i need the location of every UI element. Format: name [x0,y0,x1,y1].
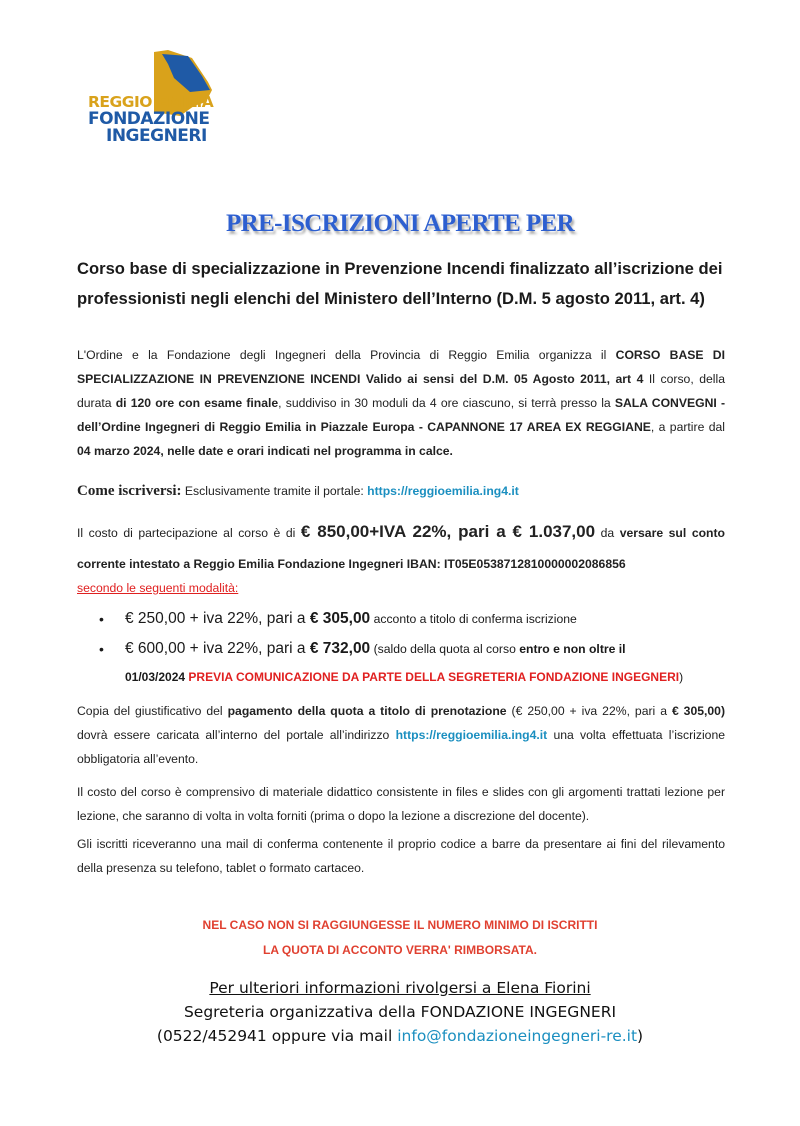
payment-item-balance-cont [95,664,735,690]
contact-org: Segreteria organizzativa della FONDAZIONE INGEGNERI [183,1003,617,1021]
contact-close: ) [637,1027,644,1045]
course-name: CORSO BASE DI SPECIALIZZAZIONE IN PREVENZIONE INCENDI Valido ai sensi del D.M. 05 Agosto 2011, art 4 [77,348,725,386]
proof-upload-text: dovrà essere caricata all’interno del portale all’indirizzo [77,728,396,742]
start-date: 04 marzo 2024, nelle date e orari indicati nel programma in calce. [77,444,453,458]
iban-details: versare sul conto corrente intestato a Reggio Emilia Fondazione Ingegneri IBAN: IT05E0538712810000002086856 [77,526,725,571]
proof-end-text: una volta effettuata l’iscrizione obbligatoria all’evento. [77,728,726,766]
payment-proof-paragraph [77,699,725,771]
notice-line-1: NEL CASO NON SI RAGGIUNGESSE IL NUMERO MINIMO DI ISCRITTI [202,918,598,932]
barcode-paragraph: Gli iscritti riceveranno una mail di conferma contenente il proprio codice a barre da presentare ai fini del rilevamento della presenza su telefono, tablet o formato cartaceo. [77,837,725,875]
materials-paragraph: Il costo del corso è comprensivo di materiale didattico consistente in files e slides con gli argomenti trattati lezione per lezione, che saranno di volta in volta forniti (prima o dopo la lezione a discrezione del docente). [77,785,725,823]
duration-hours: di 120 ore con esame finale [115,396,279,410]
modules-text: , suddiviso in 30 moduli da 4 ore ciascuno, si terrà presso la [278,396,615,410]
payment-list [95,604,735,690]
course-subtitle [77,254,737,314]
proof-text: Copia del giustificativo del [77,704,228,718]
deposit-note: acconto a titolo di conferma iscrizione [370,612,577,626]
logo-line-1: REGGIO EMILIA [88,93,214,111]
subtitle-line-1: Corso base di specializzazione in Prevenzione Incendi finalizzato all’iscrizione dei [77,259,723,278]
upload-portal-link[interactable]: https://reggioemilia.ing4.it [395,728,548,742]
balance-amount: € 600,00 + iva 22%, pari a [125,640,310,657]
proof-bold: pagamento della quota a titolo di prenotazione [227,704,507,718]
contact-email-link[interactable]: info@fondazioneingegneri-re.it [397,1027,638,1045]
contact-block [0,976,800,1048]
refund-notice [0,913,800,963]
venue: SALA CONVEGNI - dell’Ordine Ingegneri di Reggio Emilia in Piazzale Europa - CAPANNONE 17 AREA EX REGGIANE [77,396,726,434]
logo-line-2: FONDAZIONE [88,109,210,129]
how-to-register [77,479,725,503]
how-to-register-text: Esclusivamente tramite il portale: [181,484,368,498]
cost-intro: Il costo di partecipazione al corso è di [77,526,301,540]
intro-text: L'Ordine e la Fondazione degli Ingegneri della Provincia di Reggio Emilia organizza il [77,348,616,362]
deposit-total: € 305,00 [309,610,371,627]
deposit-amount: € 250,00 + iva 22%, pari a [125,610,310,627]
duration-text: Il corso, della durata [77,372,725,410]
balance-note: (saldo della quota al corso [370,642,520,656]
modalities-label: secondo le seguenti modalità: [77,581,239,595]
start-text: , a partire dal [650,420,725,434]
subtitle-line-2: professionisti negli elenchi del Ministero dell’Interno (D.M. 5 agosto 2011, art. 4) [77,289,705,308]
balance-warning: PREVIA COMUNICAZIONE DA PARTE DELLA SEGRETERIA FONDAZIONE INGEGNERI [185,670,680,684]
balance-total: € 732,00 [309,640,371,657]
page-title: PRE-ISCRIZIONI APERTE PER [225,210,575,237]
proof-total: € 305,00) [671,704,726,718]
modalities-heading [77,578,725,598]
cost-connector: da [595,526,620,540]
logo-line-3: INGEGNERI [106,126,207,146]
paren-close: ) [679,670,684,684]
balance-deadline-text: entro e non oltre il [519,642,626,656]
intro-paragraph [77,343,725,463]
how-to-register-label: Come iscriversi: [77,483,182,499]
notice-line-2: LA QUOTA DI ACCONTO VERRA' RIMBORSATA. [263,943,537,957]
cost-amount: € 850,00+IVA 22%, pari a € 1.037,00 [300,522,596,541]
payment-item-deposit [95,604,735,634]
portal-link[interactable]: https://reggioemilia.ing4.it [367,484,519,498]
foundation-logo [88,50,228,150]
contact-heading: Per ulteriori informazioni rivolgersi a Elena Fiorini [209,979,591,997]
payment-item-balance [95,634,735,664]
proof-amount: (€ 250,00 + iva 22%, pari a [506,704,672,718]
contact-phone: (0522/452941 oppure via mail [156,1027,398,1045]
balance-deadline-date: 01/03/2024 [125,670,186,684]
cost-paragraph [77,516,725,580]
